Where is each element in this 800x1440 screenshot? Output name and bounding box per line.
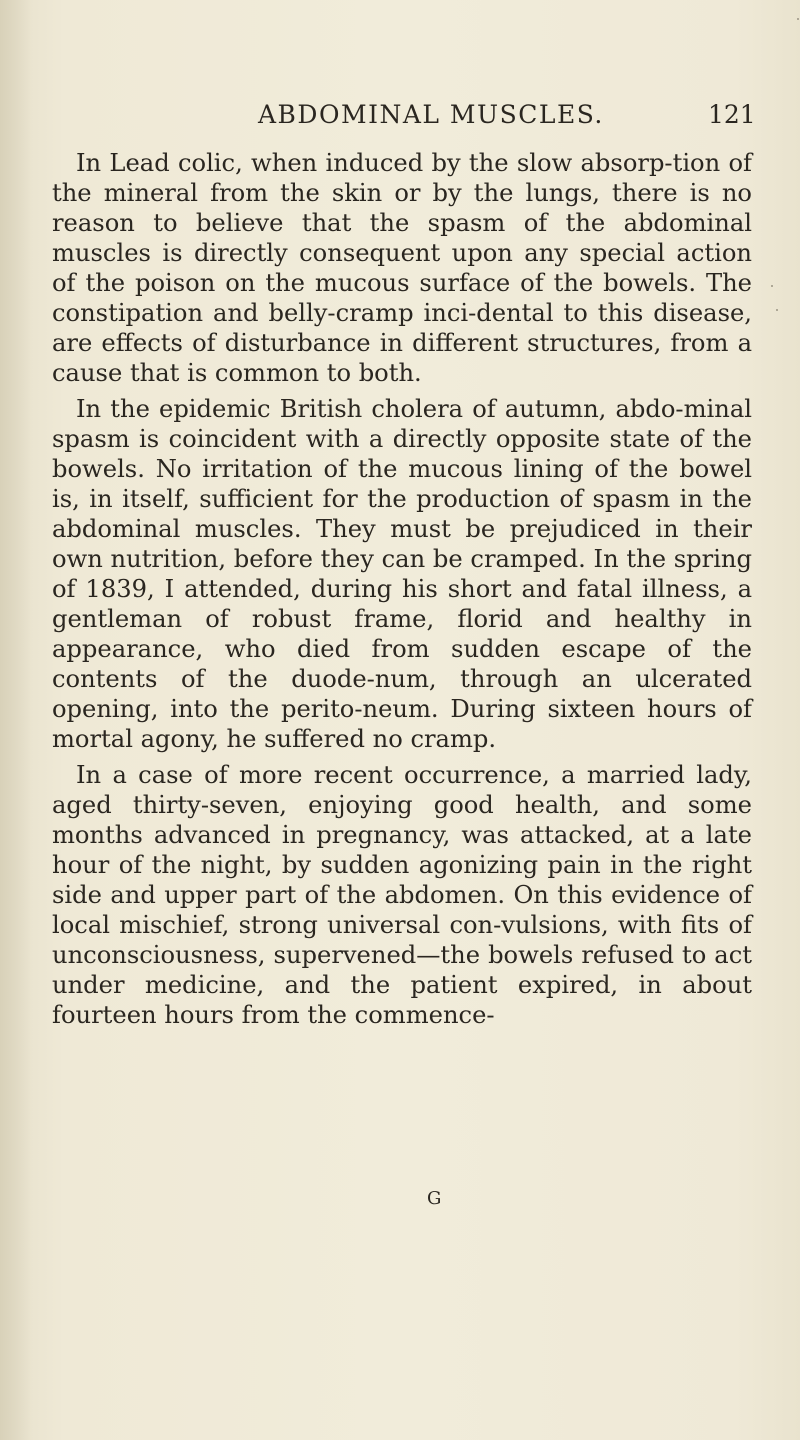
paper-speck xyxy=(797,18,799,20)
running-head: ABDOMINAL MUSCLES. xyxy=(258,100,604,129)
paragraph-british-cholera: In the epidemic British cholera of autumn, abdo-minal spasm is coincident with a directly opposite state of the bowels. No irritation of the mucous lining of the bowel is, in itself, sufficient for the production of spasm in the abdominal muscles. They must be prejudiced in their own nutrition, before they can be cramped. In the spring of 1839, I attended, during his short and fatal illness, a gentleman of robust frame, florid and healthy in appearance, who died from sudden escape of the contents of the duode-num, through an ulcerated opening, into the perito-neum. During sixteen hours of mortal agony, he suffered no cramp. xyxy=(52,395,752,753)
page-edge-shadow xyxy=(0,0,32,1440)
paper-speck xyxy=(776,309,778,311)
body-text xyxy=(52,148,752,1030)
paper-speck xyxy=(771,285,773,287)
paragraph-lead-colic: In Lead colic, when induced by the slow absorp-tion of the mineral from the skin or by the lungs, there is no reason to believe that the spasm of the abdominal muscles is directly consequent upon any special action of the poison on the mucous surface of the bowels. The constipation and belly-cramp inci-dental to this disease, are effects of disturbance in different structures, from a cause that is common to both. xyxy=(52,149,752,387)
paragraph-recent-case: In a case of more recent occurrence, a married lady, aged thirty-seven, enjoying good health, and some months advanced in pregnancy, was attacked, at a late hour of the night, by sudden agonizing pain in the right side and upper part of the abdomen. On this evidence of local mischief, strong universal con-vulsions, with fits of unconsciousness, supervened—the bowels refused to act under medicine, and the patient expired, in about fourteen hours from the commence- xyxy=(52,761,752,1029)
page-header xyxy=(258,100,758,134)
page-number: 121 xyxy=(708,100,756,129)
signature-mark: G xyxy=(427,1188,442,1209)
